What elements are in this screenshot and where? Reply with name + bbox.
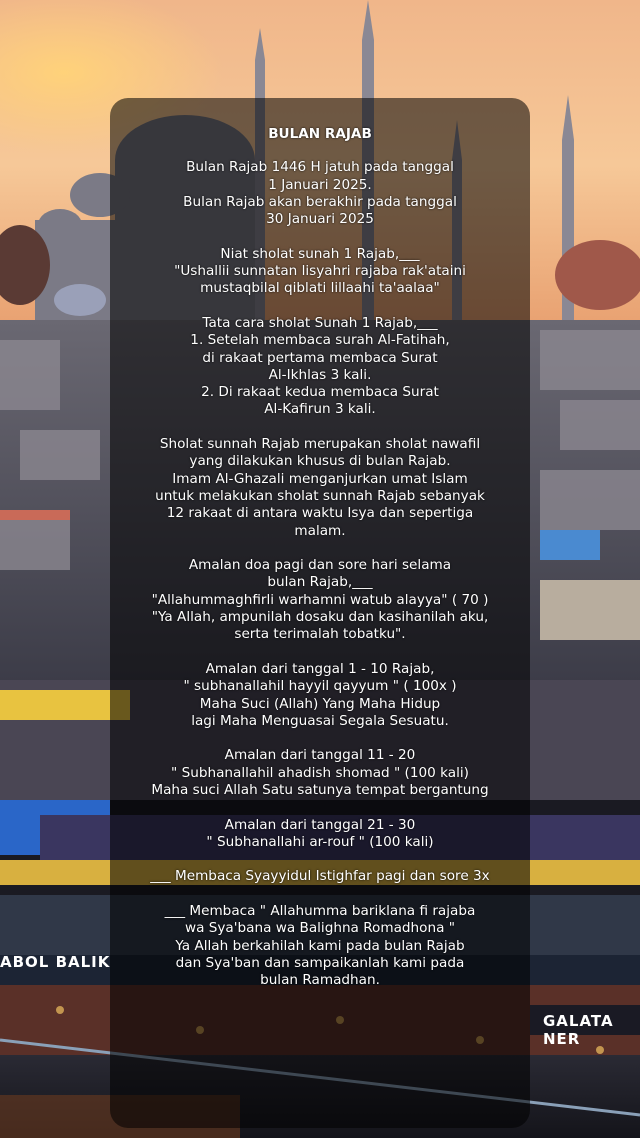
text-line	[110, 886, 530, 903]
text-line: Amalan dari tanggal 11 - 20	[224, 747, 416, 764]
text-line	[110, 298, 530, 315]
text-line: " Subhanallahil ahadish shomad " (100 kali)	[171, 764, 469, 781]
text-line: malam.	[294, 522, 346, 539]
text-line	[110, 799, 530, 816]
text-line: bulan Ramadhan.	[260, 972, 380, 989]
text-line: Bulan Rajab akan berakhir pada tanggal	[183, 193, 457, 210]
text-line: untuk melakukan sholat sunnah Rajab sebanyak	[155, 487, 485, 504]
text-line: Al-Kafirun 3 kali.	[264, 401, 376, 418]
text-line	[110, 644, 530, 661]
text-line: 1 Januari 2025.	[268, 176, 372, 193]
text-line: "Ya Allah, ampunilah dosaku dan kasihanilah aku,	[151, 609, 489, 626]
post-title: BULAN RAJAB	[268, 126, 372, 142]
text-lines	[110, 159, 530, 989]
text-line: dan Sya'ban dan sampaikanlah kami pada	[175, 954, 465, 971]
text-line: Maha Suci (Allah) Yang Maha Hidup	[199, 695, 441, 712]
text-line: Bulan Rajab 1446 H jatuh pada tanggal	[186, 159, 454, 176]
text-line: 30 Januari 2025	[266, 211, 374, 228]
text-line	[110, 730, 530, 747]
shop-sign-left: ABOL BALIK	[0, 953, 111, 971]
text-line: ___ Membaca Syayyidul Istighfar pagi dan sore 3x	[150, 868, 490, 885]
text-line: lagi Maha Menguasai Segala Sesuatu.	[191, 712, 449, 729]
text-line: Tata cara sholat Sunah 1 Rajab,___	[202, 314, 438, 331]
text-line: Amalan doa pagi dan sore hari selama	[188, 557, 452, 574]
text-line: Ya Allah berkahilah kami pada bulan Rajab	[175, 937, 465, 954]
text-line: serta terimalah tobatku".	[234, 626, 406, 643]
text-line: mustaqbilal qiblati lillaahi ta'aalaa"	[200, 280, 440, 297]
text-line: "Allahummaghfirli warhamni watub alayya" ( 70 )	[151, 591, 489, 608]
text-line: ___ Membaca " Allahumma bariklana fi rajaba	[164, 903, 476, 920]
text-line	[110, 228, 530, 245]
text-line: "Ushallii sunnatan lisyahri rajaba rak'ataini	[174, 263, 466, 280]
text-line: Al-Ikhlas 3 kali.	[268, 366, 372, 383]
text-line: Amalan dari tanggal 1 - 10 Rajab,	[205, 660, 435, 677]
text-line: wa Sya'bana wa Balighna Romadhona "	[184, 920, 456, 937]
text-line: 1. Setelah membaca surah Al-Fatihah,	[190, 332, 450, 349]
info-text-block	[110, 98, 530, 990]
text-line: Sholat sunnah Rajab merupakan sholat nawafil	[159, 436, 481, 453]
text-line	[110, 851, 530, 868]
text-line: 12 rakaat di antara waktu Isya dan sepertiga	[166, 505, 474, 522]
text-line: 2. Di rakaat kedua membaca Surat	[201, 384, 439, 401]
shop-sign-right: GALATA NER	[543, 1012, 614, 1048]
text-line: Amalan dari tanggal 21 - 30	[224, 816, 416, 833]
text-line: di rakaat pertama membaca Surat	[202, 349, 438, 366]
text-line: yang dilakukan khusus di bulan Rajab.	[189, 453, 451, 470]
text-line	[110, 419, 530, 436]
text-line: bulan Rajab,___	[267, 574, 373, 591]
text-line: " subhanallahil hayyil qayyum " ( 100x )	[183, 678, 457, 695]
text-line: Imam Al-Ghazali menganjurkan umat Islam	[172, 470, 468, 487]
text-line: " Subhanallahi ar-rouf " (100 kali)	[206, 833, 434, 850]
text-line: Niat sholat sunah 1 Rajab,___	[220, 245, 420, 262]
text-line	[110, 540, 530, 557]
text-line: Maha suci Allah Satu satunya tempat bergantung	[151, 781, 489, 798]
